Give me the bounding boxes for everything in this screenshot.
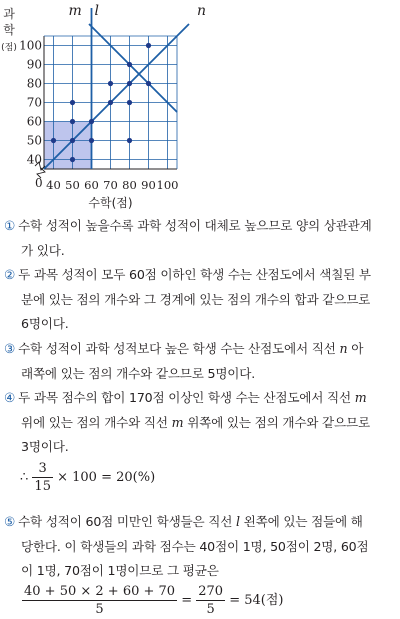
y-tick-label: 100 <box>19 38 42 53</box>
y-tick-label: 70 <box>26 95 42 110</box>
x-tick-label: 90 <box>141 178 156 192</box>
data-point <box>70 119 75 124</box>
line-variable: l <box>236 514 240 529</box>
statement-3 <box>4 337 398 386</box>
y-axis-title-part: 과 <box>3 7 15 21</box>
statement-line <box>4 239 398 264</box>
line-text: 6명이다. <box>21 316 69 331</box>
statement-line <box>4 362 398 387</box>
y-tick-label: 80 <box>26 76 42 91</box>
line-text: 당한다. 이 학생들의 과학 점수는 40점이 1명, 50점이 2명, 60점 <box>21 538 369 554</box>
x-tick-label: 50 <box>65 178 80 192</box>
data-point <box>127 62 132 67</box>
x-axis-title: 수학(점) <box>88 196 133 210</box>
origin-label: 0 <box>35 176 43 190</box>
line-text: 수학 성적이 과학 성적보다 높은 학생 수는 산점도에서 직선 <box>18 341 340 356</box>
line-text: 이 1명, 70점이 1명이므로 그 평균은 <box>21 563 219 578</box>
x-tick-label: 70 <box>103 178 118 192</box>
line-variable: n <box>339 341 348 356</box>
equals-sign: = <box>181 593 193 608</box>
fraction-numerator: 3 <box>32 460 53 478</box>
line-variable: m <box>171 414 184 430</box>
data-point <box>127 100 132 105</box>
scatter-plot-svg <box>0 0 230 210</box>
y-tick-label: 90 <box>26 57 42 72</box>
statement-line <box>4 510 398 535</box>
line-text: 두 과목 점수의 합이 170점 이상인 학생 수는 산점도에서 직선 <box>18 390 355 405</box>
item-number: ② <box>4 267 16 282</box>
statement-1 <box>4 214 398 263</box>
calc-statement-4 <box>20 460 155 495</box>
therefore-symbol: ∴ <box>20 470 29 485</box>
data-point <box>127 138 132 143</box>
data-point <box>70 138 75 143</box>
calc-statement-5 <box>22 583 284 618</box>
line-variable: m <box>354 390 367 405</box>
y-tick-label: 60 <box>26 114 42 129</box>
y-axis-title-part: 학 <box>3 23 15 37</box>
statement-line <box>4 559 398 584</box>
line-text: 분에 있는 점의 개수와 그 경계에 있는 점의 개수의 합과 같으므로 <box>21 291 371 307</box>
x-tick-label: 80 <box>122 178 137 192</box>
line-text: 왼쪽에 있는 점들에 해 <box>239 514 363 529</box>
line-text: 수학 성적이 60점 미만인 학생들은 직선 <box>18 514 237 529</box>
total-denominator: 5 <box>206 602 215 617</box>
statement-line <box>4 312 398 337</box>
line-n <box>89 24 177 112</box>
fraction-3-15 <box>32 460 53 495</box>
y-axis-title-part: (점) <box>1 43 17 53</box>
average-numerator: 40 + 50 × 2 + 60 + 70 <box>24 584 176 599</box>
data-point <box>108 100 113 105</box>
line-text: 아 <box>347 341 364 356</box>
line-label-m: m <box>68 3 82 19</box>
y-tick-label: 40 <box>26 152 42 167</box>
line-text: 래쪽에 있는 점의 개수와 같으므로 5명이다. <box>21 365 256 381</box>
average-result: = 54(점) <box>229 593 284 608</box>
line-label-n: n <box>197 3 207 19</box>
data-point <box>127 81 132 86</box>
data-point <box>146 81 151 86</box>
statement-line <box>4 263 398 288</box>
line-text: 위쪽에 있는 점의 개수와 같으므로 <box>183 414 370 430</box>
data-point <box>70 100 75 105</box>
scatter-plot <box>0 0 230 210</box>
fraction-denominator: 15 <box>34 479 51 494</box>
statement-2 <box>4 263 398 337</box>
average-fraction <box>22 583 177 618</box>
x-tick-label: 40 <box>46 178 61 192</box>
statement-4 <box>4 386 398 460</box>
line-label-l: l <box>94 3 99 19</box>
line-text: 두 과목 성적이 모두 60점 이하인 학생 수는 산점도에서 색칠된 부 <box>18 267 371 282</box>
statement-line <box>4 337 398 362</box>
statement-5 <box>4 510 398 584</box>
total-fraction <box>196 583 225 618</box>
line-text: 수학 성적이 높을수록 과학 성적이 대체로 높으므로 양의 상관관계 <box>18 218 372 233</box>
statement-line <box>4 386 398 411</box>
line-text: 3명이다. <box>21 439 69 454</box>
statement-line <box>4 288 398 313</box>
statement-line <box>4 535 398 560</box>
y-tick-label: 50 <box>26 133 42 148</box>
line-text: 가 있다. <box>21 242 65 258</box>
statement-line <box>4 411 398 436</box>
data-point <box>51 138 56 143</box>
line-text: 위에 있는 점의 개수와 직선 <box>21 414 172 430</box>
calc-remainder: × 100 = 20(%) <box>57 470 156 485</box>
x-tick-label: 60 <box>84 178 99 192</box>
statement-line <box>4 214 398 239</box>
data-point <box>108 81 113 86</box>
average-denominator: 5 <box>95 602 104 617</box>
x-tick-label: 100 <box>156 178 179 192</box>
data-point <box>70 157 75 162</box>
item-number: ① <box>4 218 16 233</box>
data-point <box>146 43 151 48</box>
item-number: ④ <box>4 390 16 405</box>
item-number: ⑤ <box>4 514 16 529</box>
total-numerator: 270 <box>198 584 224 599</box>
statement-line <box>4 435 398 460</box>
item-number: ③ <box>4 341 16 356</box>
data-point <box>89 138 94 143</box>
data-point <box>89 119 94 124</box>
